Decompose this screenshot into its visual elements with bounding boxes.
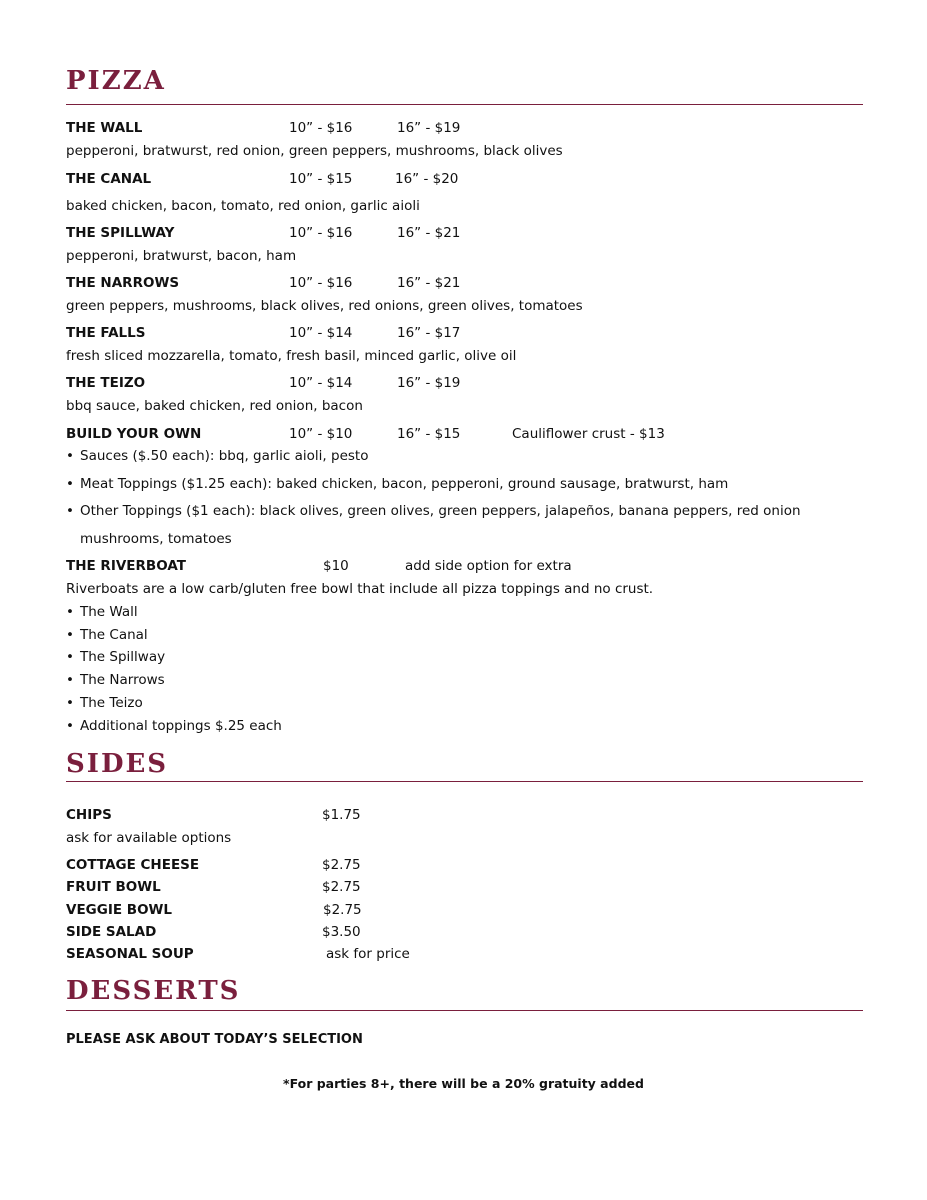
pizza-item-price-10: 10” - $14	[289, 325, 353, 341]
gratuity-note: *For parties 8+, there will be a 20% gratuity added	[283, 1076, 644, 1091]
build-your-own-option: • Other Toppings ($1 each): black olives, green olives, green peppers, jalapeños, banana peppers, red onion	[80, 503, 801, 519]
side-item-name: VEGGIE BOWL	[66, 902, 173, 918]
pizza-heading: PIZZA	[66, 66, 166, 96]
pizza-item-price-16: 16” - $21	[397, 275, 461, 291]
pizza-item-price-10: 10” - $16	[289, 275, 353, 291]
pizza-item-name: THE NARROWS	[66, 275, 180, 291]
pizza-item-description: pepperoni, bratwurst, red onion, green peppers, mushrooms, black olives	[66, 143, 563, 159]
desserts-divider	[66, 1010, 863, 1011]
riverboat-option: • The Canal	[80, 627, 148, 643]
riverboat-option: • The Teizo	[80, 695, 143, 711]
build-your-own-price-10: 10” - $10	[289, 426, 353, 442]
side-item-price: $2.75	[322, 879, 361, 895]
pizza-item-name: THE TEIZO	[66, 375, 146, 391]
side-item-name: FRUIT BOWL	[66, 879, 161, 895]
riverboat-option: • The Wall	[80, 604, 138, 620]
pizza-item-description: fresh sliced mozzarella, tomato, fresh basil, minced garlic, olive oil	[66, 348, 517, 364]
cauliflower-crust-price: Cauliflower crust - $13	[512, 426, 665, 442]
sides-heading: SIDES	[66, 749, 169, 779]
pizza-item-description: bbq sauce, baked chicken, red onion, bacon	[66, 398, 363, 414]
pizza-item-price-16: 16” - $20	[395, 171, 459, 187]
pizza-item-description: baked chicken, bacon, tomato, red onion, garlic aioli	[66, 198, 420, 214]
riverboat-option: • The Narrows	[80, 672, 165, 688]
pizza-divider	[66, 104, 863, 105]
pizza-item-description: green peppers, mushrooms, black olives, red onions, green olives, tomatoes	[66, 298, 583, 314]
riverboat-option: • The Spillway	[80, 649, 165, 665]
riverboat-option: • Additional toppings $.25 each	[80, 718, 282, 734]
pizza-item-name: THE CANAL	[66, 171, 152, 187]
pizza-item-price-10: 10” - $14	[289, 375, 353, 391]
side-item-price: $2.75	[322, 857, 361, 873]
pizza-item-price-10: 10” - $16	[289, 120, 353, 136]
desserts-heading: DESSERTS	[66, 976, 241, 1006]
side-item-name: COTTAGE CHEESE	[66, 857, 200, 873]
pizza-item-name: THE WALL	[66, 120, 143, 136]
riverboat-description: Riverboats are a low carb/gluten free bowl that include all pizza toppings and no crust.	[66, 581, 654, 597]
side-item-price: ask for price	[326, 946, 410, 962]
pizza-item-price-16: 16” - $17	[397, 325, 461, 341]
build-your-own-price-16: 16” - $15	[397, 426, 461, 442]
build-your-own-option-continued: mushrooms, tomatoes	[80, 531, 232, 547]
desserts-selection-note: PLEASE ASK ABOUT TODAY’S SELECTION	[66, 1032, 363, 1047]
sides-divider	[66, 781, 863, 782]
pizza-item-description: pepperoni, bratwurst, bacon, ham	[66, 248, 297, 264]
pizza-item-price-16: 16” - $19	[397, 375, 461, 391]
pizza-item-price-10: 10” - $15	[289, 171, 353, 187]
build-your-own-option: • Meat Toppings ($1.25 each): baked chicken, bacon, pepperoni, ground sausage, bratwurst, ham	[80, 476, 728, 492]
build-your-own-option: • Sauces ($.50 each): bbq, garlic aioli, pesto	[80, 448, 368, 464]
side-item-price: $3.50	[322, 924, 361, 940]
side-item-name: SEASONAL SOUP	[66, 946, 194, 962]
riverboat-extra: add side option for extra	[405, 558, 572, 574]
riverboat-price: $10	[323, 558, 349, 574]
side-item-price: $2.75	[323, 902, 362, 918]
side-item-name: CHIPS	[66, 807, 112, 823]
side-item-name: SIDE SALAD	[66, 924, 157, 940]
pizza-item-price-16: 16” - $21	[397, 225, 461, 241]
pizza-item-price-10: 10” - $16	[289, 225, 353, 241]
side-item-description: ask for available options	[66, 830, 232, 846]
pizza-item-price-16: 16” - $19	[397, 120, 461, 136]
pizza-item-name: THE FALLS	[66, 325, 146, 341]
side-item-price: $1.75	[322, 807, 361, 823]
pizza-item-name: THE SPILLWAY	[66, 225, 175, 241]
build-your-own-name: BUILD YOUR OWN	[66, 426, 202, 442]
riverboat-name: THE RIVERBOAT	[66, 558, 186, 574]
